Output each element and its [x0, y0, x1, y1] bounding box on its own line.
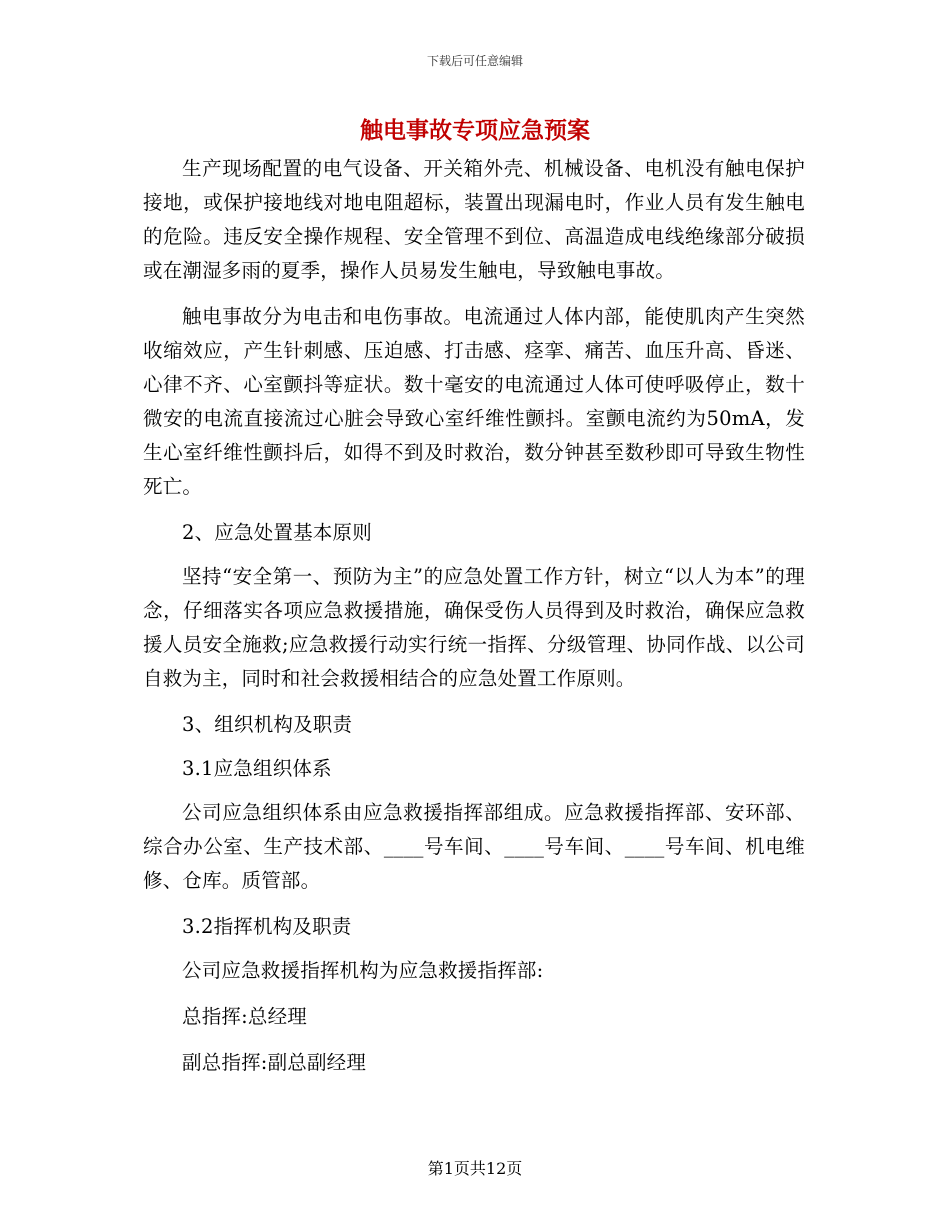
subsection-heading-system: 3.1应急组织体系: [182, 757, 332, 780]
section-heading-principles: 2、应急处置基本原则: [182, 521, 372, 544]
paragraph-deputy-commander: 副总指挥:副总副经理: [182, 1051, 367, 1074]
paragraph-principles: 坚持“安全第一、预防为主”的应急处置工作方针，树立“以人为本”的理念，仔细落实各项应急救援措施，确保受伤人员得到及时救治，确保应急救援人员安全施救;应急救援行动实行统一指挥、分级管理、协同作战、以公司自救为主，同时和社会救援相结合的应急处置工作原则。: [143, 565, 805, 690]
document-title: 触电事故专项应急预案: [360, 117, 590, 144]
paragraph-organization-system: 公司应急组织体系由应急救援指挥部组成。应急救援指挥部、安环部、综合办公室、生产技术部、____号车间、____号车间、____号车间、机电维修、仓库。质管部。: [143, 801, 805, 892]
document-body: [143, 152, 805, 1092]
paragraph-command-body: 公司应急救援指挥机构为应急救援指挥部:: [182, 959, 544, 982]
section-heading-organization: 3、组织机构及职责: [182, 713, 353, 736]
paragraph-commander: 总指挥:总经理: [182, 1005, 307, 1028]
paragraph-hazard-causes: 生产现场配置的电气设备、开关箱外壳、机械设备、电机没有触电保护接地，或保护接地线对地电阻超标，装置出现漏电时，作业人员有发生触电的危险。违反安全操作规程、安全管理不到位、高温造成电线绝缘部分破损或在潮湿多雨的夏季，操作人员易发生触电，导致触电事故。: [143, 157, 805, 282]
subsection-heading-command: 3.2指挥机构及职责: [182, 915, 352, 938]
header-note: 下载后可任意编辑: [426, 54, 523, 68]
paragraph-injury-types: 触电事故分为电击和电伤事故。电流通过人体内部，能使肌肉产生突然收缩效应，产生针刺感、压迫感、打击感、痉挛、痛苦、血压升高、昏迷、心律不齐、心室颤抖等症状。数十毫安的电流通过人体可使呼吸停止，数十微安的电流直接流过心脏会导致心室纤维性颤抖。室颤电流约为50mA，发生心室纤维性颤抖后，如得不到及时救治，数分钟甚至数秒即可导致生物性死亡。: [143, 305, 805, 498]
page-footer: 第1页共12页: [427, 1159, 523, 1178]
